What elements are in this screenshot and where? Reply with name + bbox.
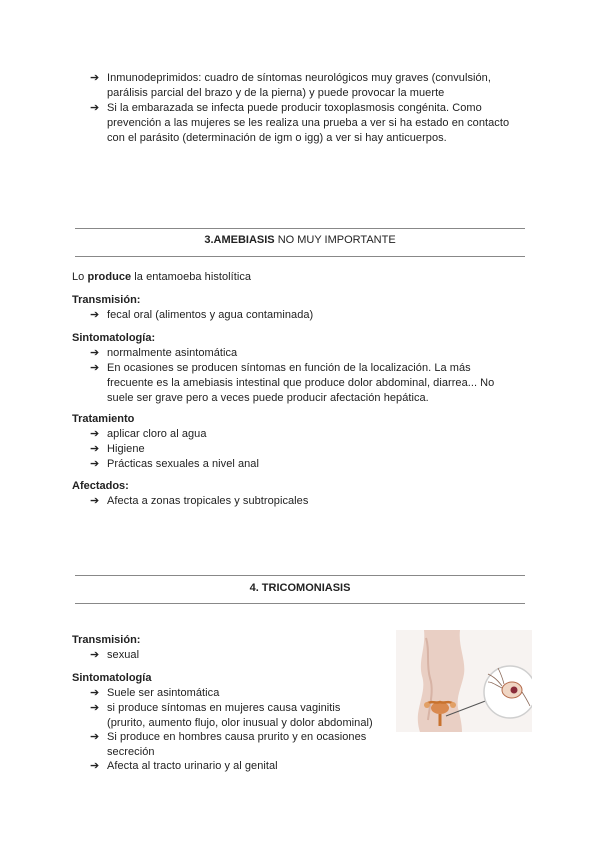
bullet-text: Si la embarazada se infecta puede producir toxoplasmosis congénita. Como prevención a las mujeres se les realiza una prueba a ver si ha estado en contacto con el parásito (determinación de igm o igg) a ver si hay anticuerpos. bbox=[107, 102, 510, 144]
section-title-amebiasis bbox=[75, 233, 525, 248]
bullet-text: Prácticas sexuales a nivel anal bbox=[107, 458, 259, 470]
ovary-left bbox=[424, 702, 430, 708]
bullet-item bbox=[90, 361, 510, 406]
arrow-icon: ➔ bbox=[90, 731, 100, 743]
bullet-item bbox=[90, 457, 510, 472]
ovary-right bbox=[450, 702, 456, 708]
bullet-text: Suele ser asintomática bbox=[107, 687, 220, 699]
bullet-text: sexual bbox=[107, 649, 140, 661]
bullet-item bbox=[90, 71, 510, 101]
bullet-text: si produce síntomas en mujeres causa vaginitis (prurito, aumento flujo, olor inusual y dolor abdominal) bbox=[107, 702, 373, 729]
section-divider-bottom bbox=[75, 603, 525, 604]
arrow-icon: ➔ bbox=[90, 649, 100, 661]
bullet-item bbox=[90, 101, 510, 146]
section-divider-top bbox=[75, 228, 525, 229]
bullet-item bbox=[90, 686, 380, 701]
heading-sintomatologia: Sintomatología: bbox=[72, 332, 156, 344]
bullet-text: Inmunodeprimidos: cuadro de síntomas neurológicos muy graves (convulsión, parálisis parcial del brazo y de la pierna) y puede provocar la muerte bbox=[107, 72, 491, 99]
bullet-item bbox=[90, 494, 510, 509]
arrow-icon: ➔ bbox=[90, 760, 100, 772]
amebiasis-intro: Lo produce la entamoeba histolítica bbox=[72, 271, 252, 283]
heading-sintomatologia: Sintomatología bbox=[72, 672, 152, 684]
section-divider-bottom bbox=[75, 256, 525, 257]
bullet-item bbox=[90, 346, 510, 361]
bullet-item bbox=[90, 427, 510, 442]
arrow-icon: ➔ bbox=[90, 362, 100, 374]
arrow-icon: ➔ bbox=[90, 102, 100, 114]
arrow-icon: ➔ bbox=[90, 687, 100, 699]
bullet-item bbox=[90, 759, 380, 774]
heading-transmision: Transmisión: bbox=[72, 294, 141, 306]
bullet-item bbox=[90, 442, 510, 457]
bullet-text: Si produce en hombres causa prurito y en ocasiones secreción bbox=[107, 731, 367, 758]
arrow-icon: ➔ bbox=[90, 443, 100, 455]
section-divider-top bbox=[75, 575, 525, 576]
bullet-text: Afecta a zonas tropicales y subtropicales bbox=[107, 495, 309, 507]
bullet-text: Afecta al tracto urinario y al genital bbox=[107, 760, 278, 772]
heading-tratamiento: Tratamiento bbox=[72, 413, 135, 425]
bullet-text: normalmente asintomática bbox=[107, 347, 238, 359]
arrow-icon: ➔ bbox=[90, 347, 100, 359]
bullet-item bbox=[90, 730, 380, 760]
arrow-icon: ➔ bbox=[90, 428, 100, 440]
arrow-icon: ➔ bbox=[90, 309, 100, 321]
bullet-item bbox=[90, 308, 510, 323]
uterus-shape bbox=[431, 702, 449, 714]
tricomoniasis-illustration bbox=[396, 630, 532, 732]
bullet-text: fecal oral (alimentos y agua contaminada) bbox=[107, 309, 314, 321]
arrow-icon: ➔ bbox=[90, 495, 100, 507]
section-title-tricomoniasis: 4. TRICOMONIASIS bbox=[249, 582, 351, 594]
parasite-nucleus bbox=[511, 687, 518, 694]
heading-transmision: Transmisión: bbox=[72, 634, 141, 646]
bullet-text: Higiene bbox=[107, 443, 145, 455]
bullet-text: aplicar cloro al agua bbox=[107, 428, 207, 440]
arrow-icon: ➔ bbox=[90, 702, 100, 714]
section-title-bold: 3.AMEBIASIS bbox=[204, 234, 275, 246]
arrow-icon: ➔ bbox=[90, 458, 100, 470]
heading-afectados: Afectados: bbox=[72, 480, 129, 492]
bullet-item bbox=[90, 701, 380, 731]
arrow-icon: ➔ bbox=[90, 72, 100, 84]
section-title-note: NO MUY IMPORTANTE bbox=[274, 234, 396, 246]
bullet-text: En ocasiones se producen síntomas en función de la localización. La más frecuente es la amebiasis intestinal que produce dolor abdominal, diarrea... No suele ser grave pero a veces puede producir afectación hepática. bbox=[107, 362, 495, 404]
